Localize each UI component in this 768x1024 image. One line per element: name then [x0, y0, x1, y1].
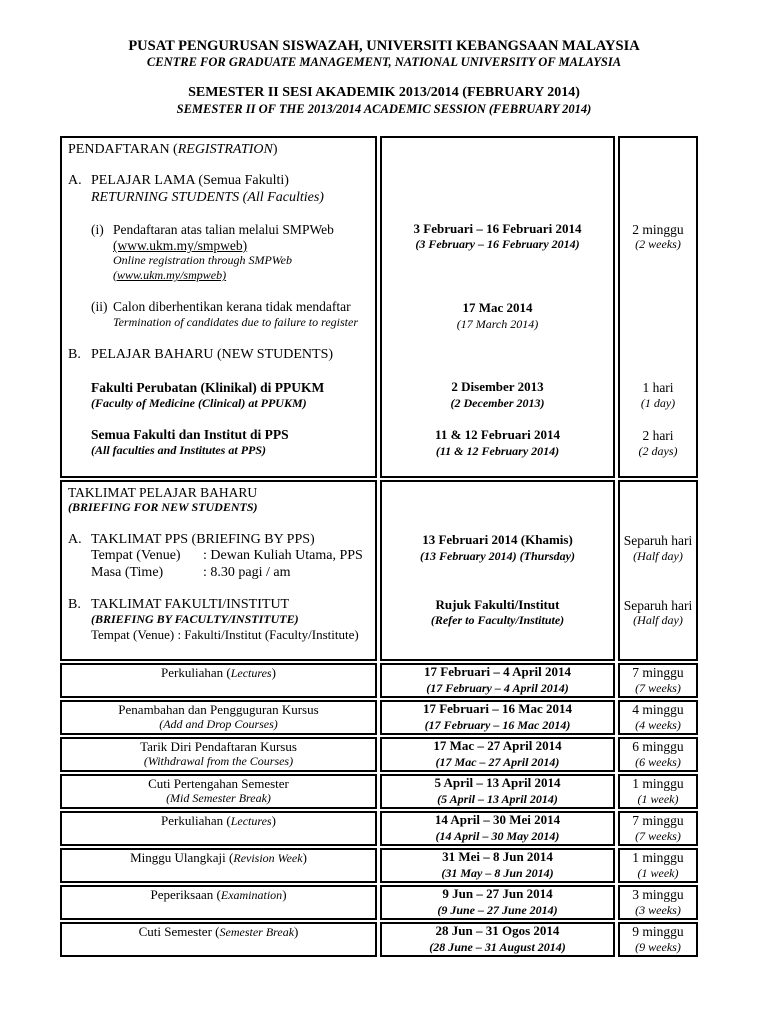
header-line-4: SEMESTER II OF THE 2013/2014 ACADEMIC SESSION (FEBRUARY 2014): [176, 102, 592, 116]
new-students-title: PELAJAR BAHARU (NEW STUDENTS): [91, 347, 334, 362]
item-ii-date: 17 Mac 2014: [462, 300, 533, 315]
schedule-date: 17 Mac – 27 April 2014: [433, 738, 562, 753]
schedule-activity: Cuti Semester (Semester Break): [138, 924, 299, 939]
schedule-duration: 9 minggu: [632, 924, 684, 939]
schedule-date-en: (28 June – 31 August 2014): [429, 940, 566, 954]
item-ii-number: (ii): [91, 299, 108, 314]
item-ii-text: Calon diberhentikan kerana tidak mendaftar: [113, 299, 351, 314]
schedule-date-en: (17 February – 4 April 2014): [426, 681, 569, 695]
all-faculties-date: 11 & 12 Februari 2014: [435, 427, 560, 442]
schedule-date: 28 Jun – 31 Ogos 2014: [435, 923, 560, 938]
pps-briefing-duration: Separuh hari: [623, 533, 693, 548]
schedule-activity-ms: Penambahan dan Pengguguran Kursus: [118, 702, 319, 717]
schedule-activity-ms: Tarik Diri Pendaftaran Kursus: [140, 739, 297, 754]
faculty-briefing-duration-en: (Half day): [633, 613, 683, 627]
registration-title: PENDAFTARAN (REGISTRATION): [68, 142, 278, 157]
item-i-number: (i): [91, 222, 104, 237]
schedule-date-en: (9 June – 27 June 2014): [437, 903, 558, 917]
schedule-date-en: (17 February – 16 Mac 2014): [424, 718, 571, 732]
schedule-activity-en: (Withdrawal from the Courses): [143, 753, 294, 768]
schedule-duration: 4 minggu: [632, 702, 684, 717]
medicine-date: 2 Disember 2013: [451, 379, 544, 394]
schedule-activity-en: (Add and Drop Courses): [159, 716, 278, 731]
smpweb-link-en[interactable]: (www.ukm.my/smpweb): [113, 268, 227, 282]
returning-students-title: PELAJAR LAMA (Semua Fakulti): [91, 173, 289, 188]
schedule-date-en: (31 May – 8 Jun 2014): [441, 866, 554, 880]
schedule-duration-en: (7 weeks): [635, 829, 681, 843]
faculty-briefing-date: Rujuk Fakulti/Institut: [435, 597, 560, 612]
schedule-date-en: (14 April – 30 May 2014): [435, 829, 560, 843]
briefing-title-en: (BRIEFING FOR NEW STUDENTS): [68, 500, 258, 514]
schedule-duration-en: (9 weeks): [635, 940, 681, 954]
schedule-activity-en: Revision Week: [233, 851, 303, 865]
pps-time-value: : 8.30 pagi / am: [203, 565, 291, 580]
schedule-activity-ms: Minggu Ulangkaji (: [130, 850, 234, 865]
briefing-a-label: A.: [68, 532, 82, 547]
pps-briefing-date-en: (13 February 2014) (Thursday): [420, 549, 575, 563]
schedule-activity-en: (Mid Semester Break): [166, 790, 271, 805]
faculty-briefing-date-en: (Refer to Faculty/Institute): [430, 613, 565, 627]
schedule-activity-ms: Cuti Pertengahan Semester: [148, 776, 289, 791]
item-i-duration-en: (2 weeks): [635, 237, 681, 251]
schedule-activity-en: Lectures: [230, 666, 272, 680]
pps-briefing-date: 13 Februari 2014 (Khamis): [422, 532, 573, 547]
registration-duration-cell: [618, 136, 698, 478]
returning-students-title-en: RETURNING STUDENTS (All Faculties): [91, 190, 324, 205]
medicine-date-en: (2 December 2013): [450, 396, 545, 410]
schedule-duration: 3 minggu: [632, 887, 684, 902]
briefing-duration-cell: [618, 480, 698, 661]
all-faculties-text: Semua Fakulti dan Institut di PPS: [91, 427, 289, 442]
schedule-duration: 7 minggu: [632, 665, 684, 680]
schedule-duration-en: (1 week): [637, 792, 679, 806]
schedule-date: 14 April – 30 Mei 2014: [434, 812, 561, 827]
header-line-2: CENTRE FOR GRADUATE MANAGEMENT, NATIONAL UNIVERSITY OF MALAYSIA: [146, 55, 622, 69]
medicine-duration-en: (1 day): [640, 396, 676, 410]
schedule-date: 31 Mei – 8 Jun 2014: [442, 849, 553, 864]
item-i-date: 3 Februari – 16 Februari 2014: [413, 221, 582, 236]
header-line-3: SEMESTER II SESI AKADEMIK 2013/2014 (FEBRUARY 2014): [188, 85, 580, 100]
pps-briefing-duration-en: (Half day): [633, 549, 683, 563]
faculty-briefing-title: TAKLIMAT FAKULTI/INSTITUT: [91, 597, 290, 612]
schedule-duration-en: (4 weeks): [635, 718, 681, 732]
schedule-duration-en: (6 weeks): [635, 755, 681, 769]
item-i-text-en: Online registration through SMPWeb: [113, 253, 292, 267]
item-ii-text-en: Termination of candidates due to failure to register: [113, 315, 358, 329]
all-faculties-duration-en: (2 days): [638, 444, 678, 458]
schedule-activity: Perkuliahan (Lectures): [161, 813, 276, 828]
faculty-venue: Tempat (Venue) : Fakulti/Institut (Faculty/Institute): [91, 627, 359, 642]
all-faculties-date-en: (11 & 12 February 2014): [435, 444, 560, 458]
faculty-briefing-duration: Separuh hari: [623, 598, 693, 613]
schedule-activity-en: Lectures: [230, 814, 272, 828]
schedule-duration-en: (3 weeks): [635, 903, 681, 917]
schedule-date-en: (5 April – 13 April 2014): [437, 792, 558, 806]
section-b-label: B.: [68, 347, 81, 362]
schedule-date: 9 Jun – 27 Jun 2014: [442, 886, 553, 901]
smpweb-link[interactable]: (www.ukm.my/smpweb): [113, 238, 248, 253]
schedule-activity-ms: Perkuliahan (: [161, 665, 231, 680]
schedule-activity-ms: Perkuliahan (: [161, 813, 231, 828]
schedule-duration-en: (1 week): [637, 866, 679, 880]
schedule-duration: 1 minggu: [632, 776, 684, 791]
schedule-duration: 1 minggu: [632, 850, 684, 865]
schedule-date: 17 Februari – 16 Mac 2014: [422, 701, 573, 716]
schedule-activity-en: Examination: [220, 888, 283, 902]
briefing-b-label: B.: [68, 597, 81, 612]
briefing-date-cell: [380, 480, 615, 661]
all-faculties-text-en: (All faculties and Institutes at PPS): [91, 443, 267, 457]
schedule-duration: 7 minggu: [632, 813, 684, 828]
schedule-date: 17 Februari – 4 April 2014: [424, 664, 571, 679]
faculty-briefing-title-en: (BRIEFING BY FACULTY/INSTITUTE): [91, 612, 299, 626]
medicine-faculty-text-en: (Faculty of Medicine (Clinical) at PPUKM): [91, 396, 307, 410]
schedule-activity-ms: Peperiksaan (: [150, 887, 221, 902]
item-i-text: Pendaftaran atas talian melalui SMPWeb: [113, 222, 334, 237]
schedule-activity: Perkuliahan (Lectures): [161, 665, 276, 680]
pps-briefing-title: TAKLIMAT PPS (BRIEFING BY PPS): [91, 532, 315, 547]
schedule-activity-en: Semester Break: [219, 925, 295, 939]
header-line-1: PUSAT PENGURUSAN SISWAZAH, UNIVERSITI KEBANGSAAN MALAYSIA: [128, 38, 640, 54]
all-faculties-duration: 2 hari: [642, 428, 674, 443]
schedule-activity: [62, 777, 375, 806]
medicine-faculty-text: Fakulti Perubatan (Klinikal) di PPUKM: [91, 380, 325, 395]
schedule-date-en: (17 Mac – 27 April 2014): [435, 755, 560, 769]
pps-venue-value: : Dewan Kuliah Utama, PPS: [203, 548, 363, 563]
medicine-duration: 1 hari: [642, 380, 674, 395]
schedule-activity: Minggu Ulangkaji (Revision Week): [130, 850, 307, 865]
item-i-duration: 2 minggu: [632, 222, 684, 237]
item-i-date-en: (3 February – 16 February 2014): [415, 237, 580, 251]
section-a-label: A.: [68, 173, 82, 188]
schedule-duration: 6 minggu: [632, 739, 684, 754]
pps-time-label: Masa (Time): [91, 565, 164, 580]
schedule-activity: [62, 740, 375, 769]
pps-venue-label: Tempat (Venue): [91, 548, 181, 563]
schedule-date: 5 April – 13 April 2014: [434, 775, 561, 790]
schedule-activity: [62, 703, 375, 732]
schedule-duration-en: (7 weeks): [635, 681, 681, 695]
schedule-activity-ms: Cuti Semester (: [138, 924, 220, 939]
schedule-activity: Peperiksaan (Examination): [150, 887, 287, 902]
briefing-title: TAKLIMAT PELAJAR BAHARU: [68, 485, 258, 500]
item-ii-date-en: (17 March 2014): [456, 317, 539, 331]
